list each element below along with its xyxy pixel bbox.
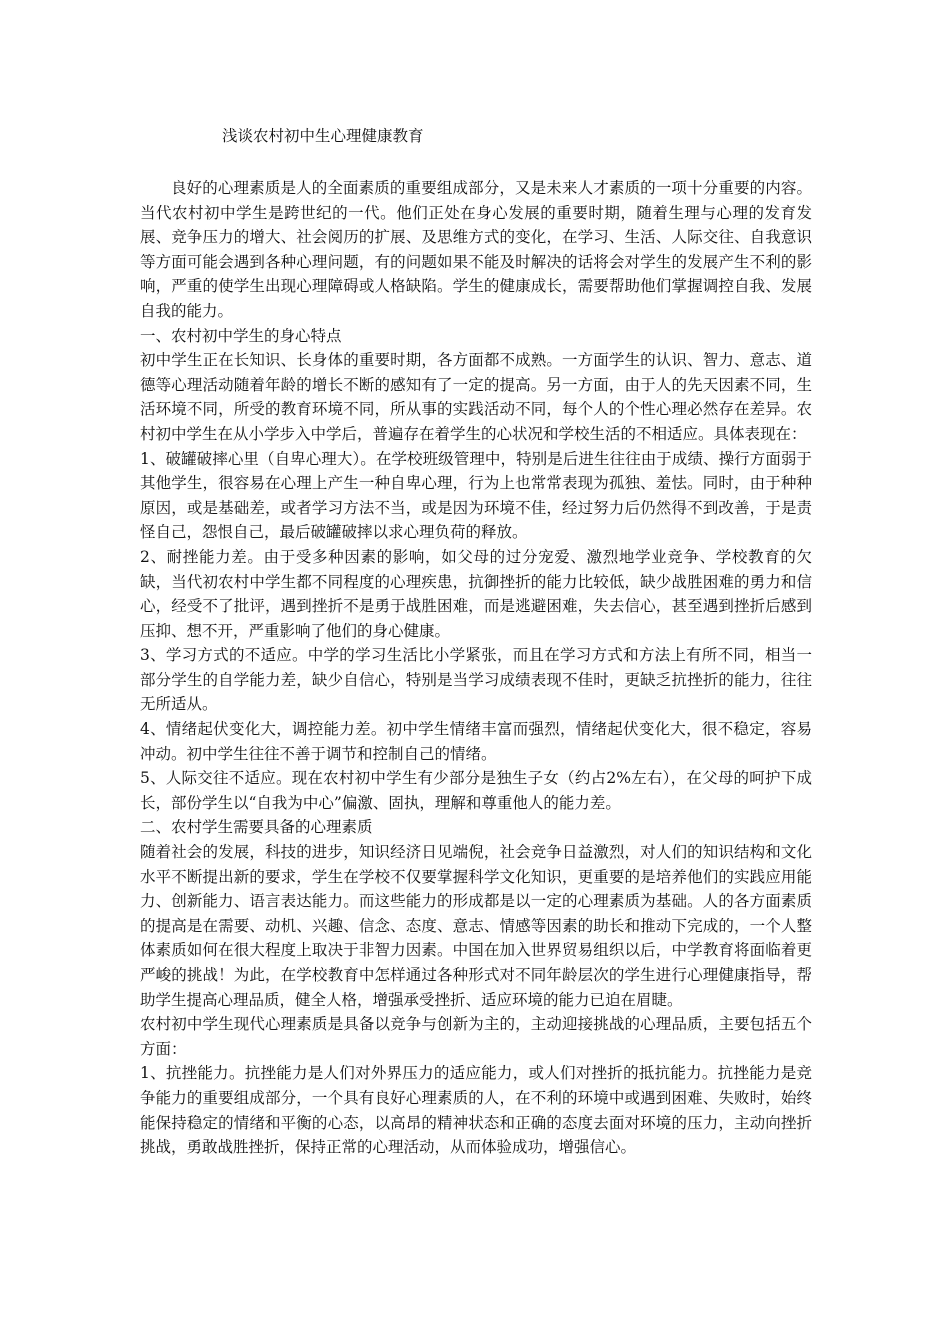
list-item-paragraph: 2、耐挫能力差。由于受多种因素的影响，如父母的过分宠爱、激烈地学业竞争、学校教育的欠缺，当代初农村中学生都不同程度的心理疾患，抗御挫折的能力比较低，缺少战胜困难的勇力和信心，经受不了批评，遇到挫折不是勇于战胜困难，而是逃避困难，失去信心，甚至遇到挫折后感到压抑、想不开，严重影响了他们的身心健康。 [140, 547, 812, 640]
list-item-paragraph: 3、学习方式的不适应。中学的学习生活比小学紧张，而且在学习方式和方法上有所不同，相当一部分学生的自学能力差，缺少自信心，特别是当学习成绩表现不佳时，更缺乏抗挫折的能力，往往无所适从。 [140, 646, 812, 714]
intro-paragraph: 良好的心理素质是人的全面素质的重要组成部分，又是未来人才素质的一项十分重要的内容。当代农村初中学生是跨世纪的一代。他们正处在身心发展的重要时期，随着生理与心理的发育发展、竞争压力的增大、社会阅历的扩展、及思维方式的变化，在学习、生活、人际交往、自我意识等方面可能会遇到各种心理问题，有的问题如果不能及时解决的话将会对学生的发展产生不利的影响，严重的使学生出现心理障碍或人格缺陷。学生的健康成长，需要帮助他们掌握调控自我、发展自我的能力。 [140, 179, 812, 320]
body-paragraph: 初中学生正在长知识、长身体的重要时期，各方面都不成熟。一方面学生的认识、智力、意志、道德等心理活动随着年龄的增长不断的感知有了一定的提高。另一方面，由于人的先天因素不同，生活环境不同，所受的教育环境不同，所从事的实践活动不同，每个人的个性心理必然存在差异。农村初中学生在从小学步入中学后，普遍存在着学生的心状况和学校生活的不相适应。具体表现在： [140, 351, 812, 443]
section-heading-2: 二、农村学生需要具备的心理素质 [140, 818, 373, 837]
section-heading-1: 一、农村初中学生的身心特点 [140, 326, 342, 345]
list-item-paragraph: 4、情绪起伏变化大，调控能力差。初中学生情绪丰富而强烈，情绪起伏变化大，很不稳定，容易冲动。初中学生往往不善于调节和控制自己的情绪。 [140, 720, 812, 763]
list-item-paragraph: 1、破罐破摔心里（自卑心理大）。在学校班级管理中，特别是后进生往往由于成绩、操行方面弱于其他学生，很容易在心理上产生一种自卑心理，行为上也常常表现为孤独、羞怯。同时，由于种种原因，或是基础差，或者学习方法不当，或是因为环境不佳，经过努力后仍然得不到改善，于是责怪自己，怨恨自己，最后破罐破摔以求心理负荷的释放。 [140, 449, 812, 542]
document-title: 浅谈农村初中生心理健康教育 [222, 127, 424, 145]
document-page [140, 124, 812, 1160]
list-item-paragraph: 1、抗挫能力。抗挫能力是人们对外界压力的适应能力，或人们对挫折的抵抗能力。抗挫能力是竞争能力的重要组成部分，一个具有良好心理素质的人，在不利的环境中或遇到困难、失败时，始终能保持稳定的情绪和平衡的心态，以高昂的精神状态和正确的态度去面对环境的压力，主动向挫折挑战，勇敢战胜挫折，保持正常的心理活动，从而体验成功，增强信心。 [140, 1064, 812, 1157]
list-item-paragraph: 5、人际交往不适应。现在农村初中学生有少部分是独生子女（约占2%左右），在父母的呵护下成长，部份学生以“自我为中心”偏激、固执，理解和尊重他人的能力差。 [140, 769, 812, 812]
body-paragraph: 随着社会的发展，科技的进步，知识经济日见端倪，社会竞争日益激烈，对人们的知识结构和文化水平不断提出新的要求，学生在学校不仅要掌握科学文化知识，更重要的是培养他们的实践应用能力、创新能力、语言表达能力。而这些能力的形成都是以一定的心理素质为基础。人的各方面素质的提高是在需要、动机、兴趣、信念、态度、意志、情感等因素的助长和推动下完成的，一个人整体素质如何在很大程度上取决于非智力因素。中国在加入世界贸易组织以后，中学教育将面临着更严峻的挑战！为此，在学校教育中怎样通过各种形式对不同年龄层次的学生进行心理健康指导，帮助学生提高心理品质，健全人格，增强承受挫折、适应环境的能力已迫在眉睫。 [140, 843, 812, 1009]
body-paragraph: 农村初中学生现代心理素质是具备以竞争与创新为主的，主动迎接挑战的心理品质，主要包括五个方面： [140, 1015, 812, 1058]
